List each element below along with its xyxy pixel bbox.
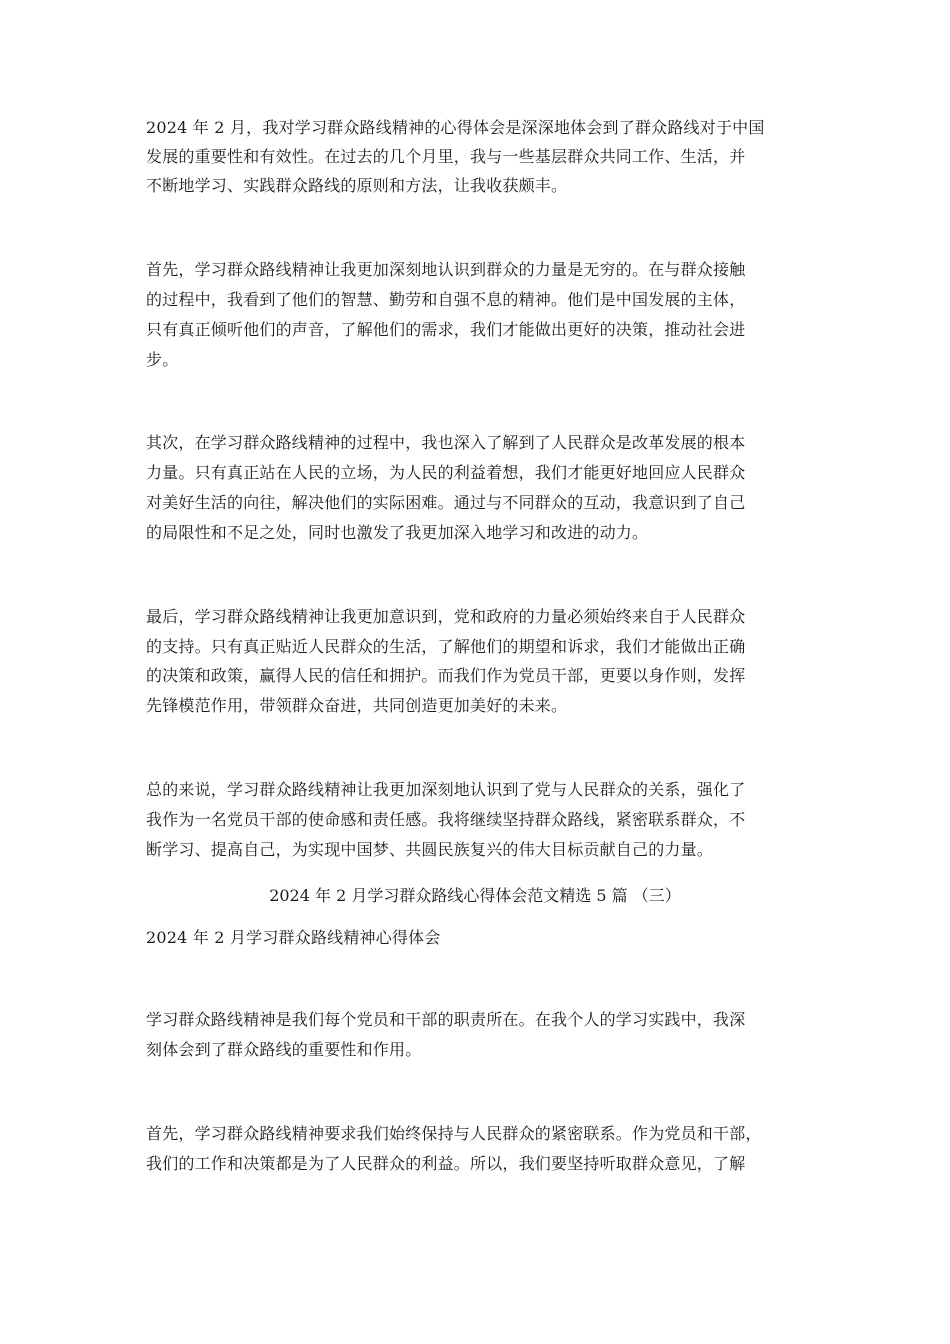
- paragraph-line: 发展的重要性和有效性。在过去的几个月里，我与一些基层群众共同工作、生活，并: [146, 147, 746, 166]
- paragraph-line: 的局限性和不足之处，同时也激发了我更加深入地学习和改进的动力。: [146, 523, 649, 542]
- document-subtitle: 2024 年 2 月学习群众路线精神心得体会: [146, 928, 441, 947]
- paragraph-line: 先锋模范作用，带领群众奋进，共同创造更加美好的未来。: [146, 696, 568, 715]
- paragraph-line: 最后，学习群众路线精神让我更加意识到，党和政府的力量必须始终来自于人民群众: [146, 607, 746, 626]
- paragraph-line: 首先，学习群众路线精神要求我们始终保持与人民群众的紧密联系。作为党员和干部，: [146, 1124, 762, 1143]
- paragraph-line: 的支持。只有真正贴近人民群众的生活，了解他们的期望和诉求，我们才能做出正确: [146, 637, 746, 656]
- paragraph-line: 对美好生活的向往，解决他们的实际困难。通过与不同群众的互动，我意识到了自己: [146, 493, 746, 512]
- paragraph-line: 首先，学习群众路线精神让我更加深刻地认识到群众的力量是无穷的。在与群众接触: [146, 260, 746, 279]
- paragraph-line: 2024 年 2 月，我对学习群众路线精神的心得体会是深深地体会到了群众路线对于中国: [146, 118, 765, 137]
- paragraph-line: 不断地学习、实践群众路线的原则和方法，让我收获颇丰。: [146, 176, 568, 195]
- paragraph-line: 只有真正倾听他们的声音，了解他们的需求，我们才能做出更好的决策，推动社会进: [146, 320, 746, 339]
- paragraph-line: 的过程中，我看到了他们的智慧、勤劳和自强不息的精神。他们是中国发展的主体，: [146, 290, 746, 309]
- section-heading: 2024 年 2 月学习群众路线心得体会范文精选 5 篇 （三）: [269, 886, 681, 905]
- paragraph-line: 学习群众路线精神是我们每个党员和干部的职责所在。在我个人的学习实践中，我深: [146, 1010, 746, 1029]
- paragraph-line: 我作为一名党员干部的使命感和责任感。我将继续坚持群众路线，紧密联系群众，不: [146, 810, 746, 829]
- paragraph-line: 总的来说，学习群众路线精神让我更加深刻地认识到了党与人民群众的关系，强化了: [146, 780, 746, 799]
- paragraph-line: 其次，在学习群众路线精神的过程中，我也深入了解到了人民群众是改革发展的根本: [146, 433, 746, 452]
- paragraph-line: 步。: [146, 350, 179, 369]
- paragraph-line: 的决策和政策，赢得人民的信任和拥护。而我们作为党员干部，更要以身作则，发挥: [146, 666, 746, 685]
- paragraph-line: 断学习、提高自己，为实现中国梦、共圆民族复兴的伟大目标贡献自己的力量。: [146, 840, 714, 859]
- paragraph-line: 刻体会到了群众路线的重要性和作用。: [146, 1040, 422, 1059]
- paragraph-line: 我们的工作和决策都是为了人民群众的利益。所以，我们要坚持听取群众意见，了解: [146, 1154, 746, 1173]
- paragraph-line: 力量。只有真正站在人民的立场，为人民的利益着想，我们才能更好地回应人民群众: [146, 463, 746, 482]
